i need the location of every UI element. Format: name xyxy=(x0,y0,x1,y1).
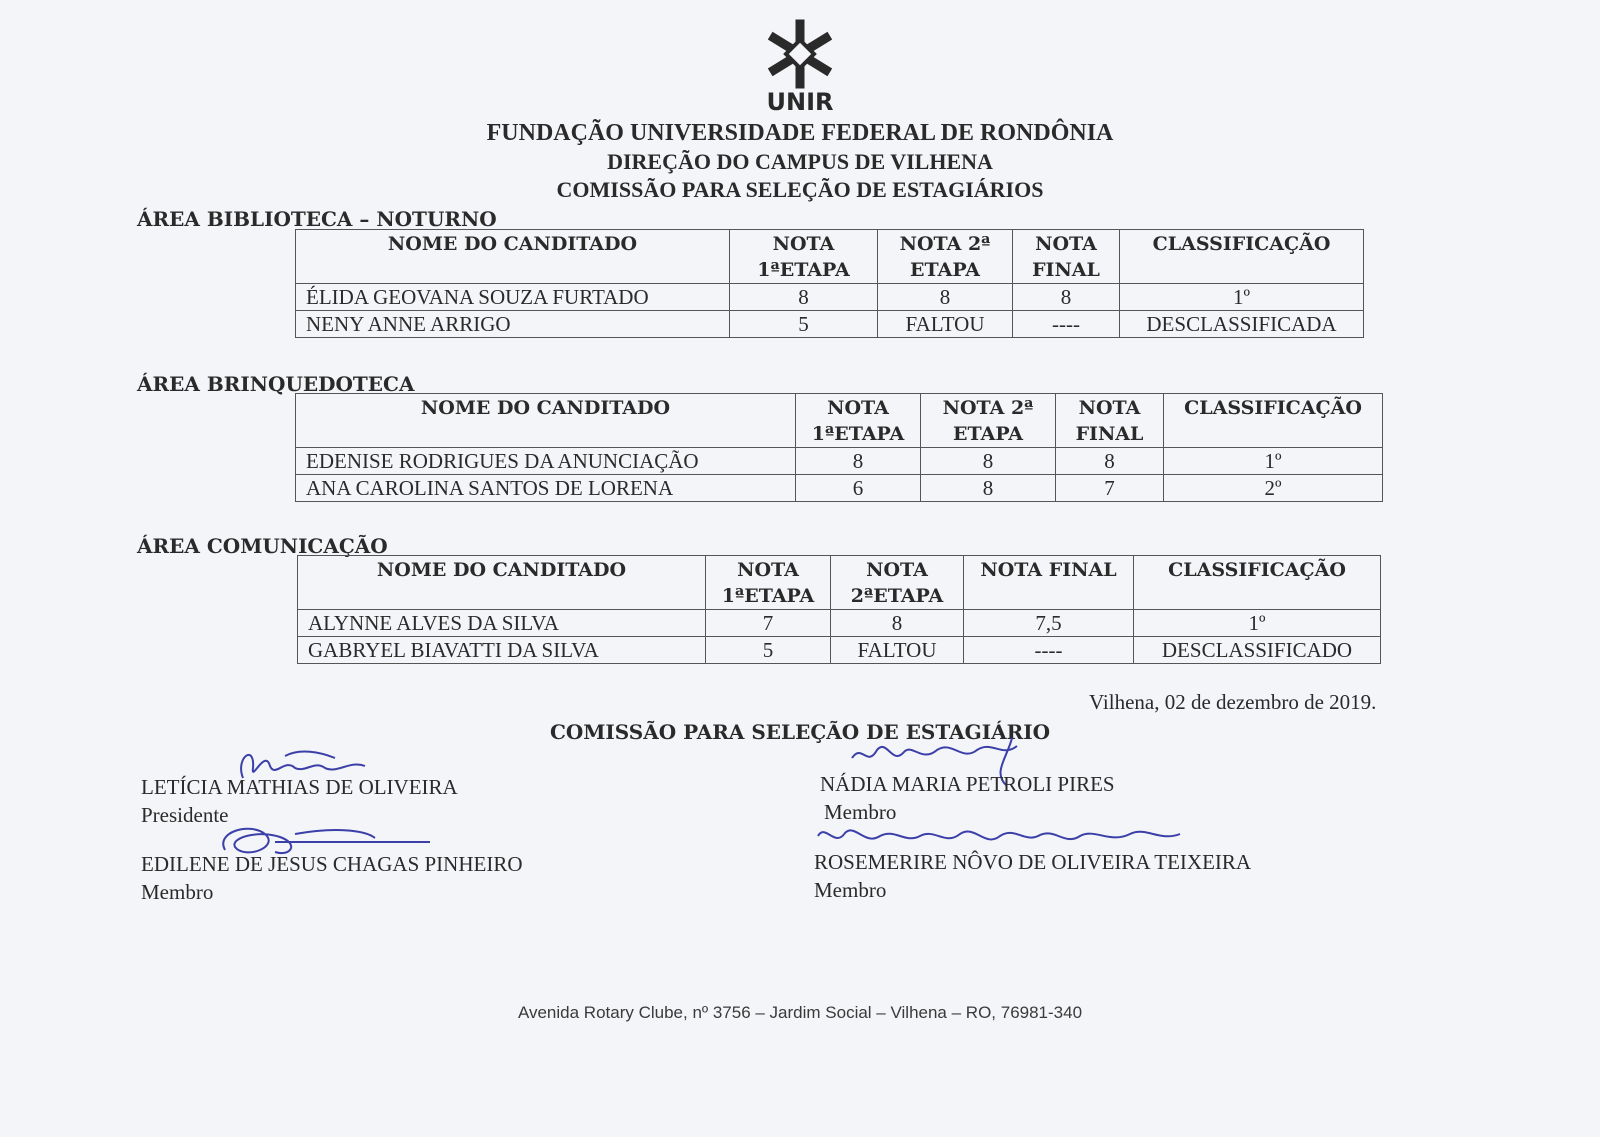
classificacao: 1º xyxy=(1134,610,1381,637)
place-date: Vilhena, 02 de dezembro de 2019. xyxy=(1089,690,1377,714)
nota-final: 7,5 xyxy=(964,610,1134,637)
candidate-name: ÉLIDA GEOVANA SOUZA FURTADO xyxy=(296,284,730,311)
nota-2: 8 xyxy=(831,610,964,637)
section-title-biblioteca: ÁREA BIBLIOTECA – NOTURNO xyxy=(137,207,497,231)
nota-2: 8 xyxy=(921,475,1056,502)
header-nota-2 xyxy=(831,556,964,610)
commission-name: COMISSÃO PARA SELEÇÃO DE ESTAGIÁRIOS xyxy=(556,177,1044,202)
header-nota-1-text: NOTA 1ªETAPA xyxy=(757,233,850,281)
table-header-row xyxy=(296,394,1383,448)
signatory-role: Presidente xyxy=(141,803,229,827)
table-row xyxy=(296,284,1364,311)
header-nota-final xyxy=(1013,230,1120,284)
nota-2: FALTOU xyxy=(878,311,1013,338)
organization-name: FUNDAÇÃO UNIVERSIDADE FEDERAL DE RONDÔNIA xyxy=(486,120,1114,146)
candidate-name: EDENISE RODRIGUES DA ANUNCIAÇÃO xyxy=(296,448,796,475)
table-row xyxy=(296,475,1383,502)
nota-final: 8 xyxy=(1056,448,1164,475)
signatory-role: Membro xyxy=(824,800,897,824)
header-classificacao: CLASSIFICAÇÃO xyxy=(1164,394,1383,448)
nota-1: 6 xyxy=(796,475,921,502)
nota-1: 5 xyxy=(706,637,831,664)
header-name: NOME DO CANDITADO xyxy=(296,394,796,448)
footer-address: Avenida Rotary Clube, nº 3756 – Jardim Social – Vilhena – RO, 76981-340 xyxy=(517,1003,1083,1022)
table-header-row xyxy=(298,556,1381,610)
header-nota-final: NOTA FINAL xyxy=(964,556,1134,610)
header-nota-2 xyxy=(878,230,1013,284)
classificacao: 1º xyxy=(1120,284,1364,311)
header-name: NOME DO CANDITADO xyxy=(298,556,706,610)
header-nota-2 xyxy=(921,394,1056,448)
signatory-role: Membro xyxy=(814,878,887,902)
header-nota-2-text: NOTA 2ª ETAPA xyxy=(899,233,991,281)
campus-direction: DIREÇÃO DO CAMPUS DE VILHENA xyxy=(607,149,993,174)
nota-final: ---- xyxy=(1013,311,1120,338)
section-title-brinquedoteca: ÁREA BRINQUEDOTECA xyxy=(137,372,415,396)
classificacao: 1º xyxy=(1164,448,1383,475)
header-nota-2-text: NOTA 2ªETAPA xyxy=(850,559,944,607)
table-row xyxy=(298,637,1381,664)
header-nota-1 xyxy=(796,394,921,448)
candidate-name: ANA CAROLINA SANTOS DE LORENA xyxy=(296,475,796,502)
header-classificacao: CLASSIFICAÇÃO xyxy=(1120,230,1364,284)
classificacao: DESCLASSIFICADA xyxy=(1120,311,1364,338)
header-name: NOME DO CANDITADO xyxy=(296,230,730,284)
header-nota-1-text: NOTA 1ªETAPA xyxy=(721,559,815,607)
signatory-name: ROSEMERIRE NÔVO DE OLIVEIRA TEIXEIRA xyxy=(814,850,1252,874)
classificacao: 2º xyxy=(1164,475,1383,502)
nota-1: 8 xyxy=(730,284,878,311)
nota-final: ---- xyxy=(964,637,1134,664)
header-nota-final xyxy=(1056,394,1164,448)
classificacao: DESCLASSIFICADO xyxy=(1134,637,1381,664)
table-row xyxy=(296,448,1383,475)
logo-text: UNIR xyxy=(766,88,834,114)
signatory-name: LETÍCIA MATHIAS DE OLIVEIRA xyxy=(141,775,458,799)
signatory-name: NÁDIA MARIA PETROLI PIRES xyxy=(820,772,1115,796)
nota-final: 7 xyxy=(1056,475,1164,502)
committee-title: COMISSÃO PARA SELEÇÃO DE ESTAGIÁRIO xyxy=(549,720,1051,744)
header-nota-1 xyxy=(706,556,831,610)
nota-2: 8 xyxy=(878,284,1013,311)
candidate-name: GABRYEL BIAVATTI DA SILVA xyxy=(298,637,706,664)
header-nota-2-text: NOTA 2ª ETAPA xyxy=(942,397,1034,445)
results-table-comunicacao xyxy=(297,555,1381,664)
header-nota-1-text: NOTA 1ªETAPA xyxy=(811,397,905,445)
results-table-brinquedoteca xyxy=(295,393,1383,502)
table-row xyxy=(296,311,1364,338)
signatory-role: Membro xyxy=(141,880,214,904)
nota-final: 8 xyxy=(1013,284,1120,311)
table-row xyxy=(298,610,1381,637)
candidate-name: ALYNNE ALVES DA SILVA xyxy=(298,610,706,637)
nota-2: FALTOU xyxy=(831,637,964,664)
header-nota-final-text: NOTA FINAL xyxy=(1032,233,1100,281)
section-title-comunicacao: ÁREA COMUNICAÇÃO xyxy=(137,534,388,558)
header-nota-1 xyxy=(730,230,878,284)
nota-1: 8 xyxy=(796,448,921,475)
nota-1: 7 xyxy=(706,610,831,637)
table-header-row xyxy=(296,230,1364,284)
header-nota-final-text: NOTA FINAL xyxy=(1075,397,1144,445)
header-classificacao: CLASSIFICAÇÃO xyxy=(1134,556,1381,610)
unir-logo xyxy=(752,18,848,114)
nota-1: 5 xyxy=(730,311,878,338)
nota-2: 8 xyxy=(921,448,1056,475)
signatory-name: EDILENE DE JESUS CHAGAS PINHEIRO xyxy=(141,852,523,876)
results-table-biblioteca xyxy=(295,229,1364,338)
candidate-name: NENY ANNE ARRIGO xyxy=(296,311,730,338)
